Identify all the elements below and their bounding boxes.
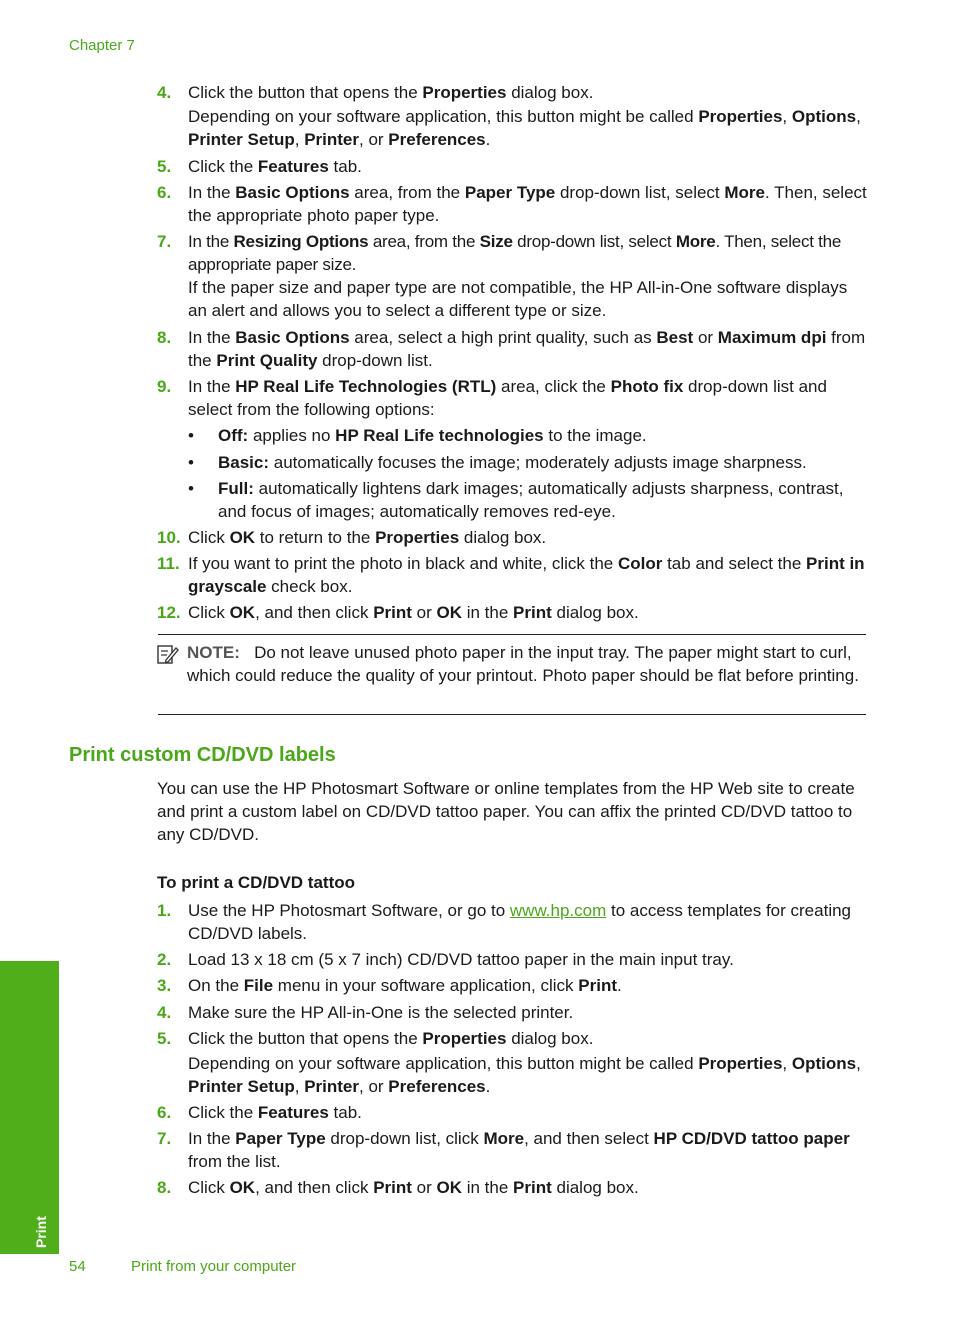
step-number: 2. xyxy=(157,950,172,969)
step-number: 5. xyxy=(157,157,172,176)
cd-step-1 xyxy=(157,899,869,945)
step-text: If you want to print the photo in black and white, click the Color tab and select the Print in grayscale check box. xyxy=(188,554,865,596)
step-number: 8. xyxy=(157,328,172,347)
step-text: Click the button that opens the Properties dialog box. xyxy=(188,83,594,102)
step-text: Click the button that opens the Properties dialog box. xyxy=(188,1029,594,1048)
step-text: In the Basic Options area, select a high print quality, such as Best or Maximum dpi from the Print Quality drop-down list. xyxy=(188,328,866,370)
step-detail: Depending on your software application, this button might be called Properties, Options, Printer Setup, Printer, or Preferences. xyxy=(188,107,861,149)
step-7 xyxy=(157,230,869,322)
note-top-rule xyxy=(158,634,866,635)
step-number: 11. xyxy=(157,554,180,573)
step-text: Click OK, and then click Print or OK in the Print dialog box. xyxy=(188,603,639,622)
procedure-title: To print a CD/DVD tattoo xyxy=(157,873,355,892)
step-text: Click the Features tab. xyxy=(188,157,362,176)
step-6 xyxy=(157,181,869,227)
hp-website-link[interactable]: www.hp.com xyxy=(509,901,607,920)
step-4 xyxy=(157,81,869,151)
step-text: Click OK, and then click Print or OK in the Print dialog box. xyxy=(188,1178,639,1197)
step-number: 6. xyxy=(157,1103,172,1122)
step-number: 4. xyxy=(157,1003,172,1022)
step-text: Click OK to return to the Properties dialog box. xyxy=(188,528,547,547)
cd-step-6 xyxy=(157,1101,869,1124)
section-title: Print custom CD/DVD labels xyxy=(69,744,336,766)
step-number: 9. xyxy=(157,377,172,396)
option-full: • Full: automatically lightens dark images; automatically adjusts sharpness, contrast, and focus of images; automatically removes red-eye. xyxy=(188,479,844,521)
step-5 xyxy=(157,155,869,178)
step-text: Make sure the HP All-in-One is the selected printer. xyxy=(188,1003,574,1022)
step-text: Load 13 x 18 cm (5 x 7 inch) CD/DVD tattoo paper in the main input tray. xyxy=(188,950,734,969)
step-number: 1. xyxy=(157,901,172,920)
step-number: 10. xyxy=(157,528,181,547)
section-intro: You can use the HP Photosmart Software or online templates from the HP Web site to create and print a custom label on CD/DVD tattoo paper. You can affix the printed CD/DVD tattoo to any CD/DVD. xyxy=(157,779,855,844)
step-detail: Depending on your software application, this button might be called Properties, Options, Printer Setup, Printer, or Preferences. xyxy=(188,1054,861,1096)
step-text: On the File menu in your software application, click Print. xyxy=(188,976,622,995)
note-label: NOTE: xyxy=(187,643,240,662)
step-text: In the Paper Type drop-down list, click More, and then select HP CD/DVD tattoo paper from the list. xyxy=(188,1129,850,1171)
step-number: 5. xyxy=(157,1029,172,1048)
step-12 xyxy=(157,601,869,624)
step-text: In the HP Real Life Technologies (RTL) area, click the Photo fix drop-down list and select from the following options: xyxy=(188,377,827,419)
note-bottom-rule xyxy=(158,714,866,715)
cd-step-4 xyxy=(157,1001,869,1024)
cd-step-2 xyxy=(157,948,869,971)
note-text: NOTE: Do not leave unused photo paper in the input tray. The paper might start to curl, which could reduce the quality of your printout. Photo paper should be flat before printing. xyxy=(187,643,859,685)
step-number: 12. xyxy=(157,603,181,622)
step-8 xyxy=(157,326,869,372)
footer-title: Print from your computer xyxy=(131,1258,297,1275)
option-off: • Off: applies no HP Real Life technologies to the image. xyxy=(188,426,647,445)
step-text: In the Basic Options area, from the Paper Type drop-down list, select More. Then, select the appropriate photo paper type. xyxy=(188,183,867,225)
page-number: 54 xyxy=(69,1258,86,1275)
step-detail: If the paper size and paper type are not compatible, the HP All-in-One software displays an alert and allows you to select a different type or size. xyxy=(188,278,848,320)
chapter-side-tab xyxy=(0,961,59,1254)
step-11 xyxy=(157,552,869,598)
step-number: 7. xyxy=(157,232,172,251)
side-tab-label: Print xyxy=(33,1216,49,1248)
step-number: 3. xyxy=(157,976,172,995)
step-number: 6. xyxy=(157,183,172,202)
step-text: In the Resizing Options area, from the Size drop-down list, select More. Then, select the appropriate paper size. xyxy=(188,232,842,274)
cd-step-5 xyxy=(157,1027,869,1098)
step-number: 8. xyxy=(157,1178,172,1197)
step-text: Click the Features tab. xyxy=(188,1103,362,1122)
step-number: 7. xyxy=(157,1129,172,1148)
step-text: Use the HP Photosmart Software, or go to www.hp.com to access templates for creating CD/DVD labels. xyxy=(188,901,852,943)
cd-step-7 xyxy=(157,1127,869,1173)
note-pencil-icon xyxy=(157,643,179,665)
step-9 xyxy=(157,375,869,421)
option-basic: • Basic: automatically focuses the image; moderately adjusts image sharpness. xyxy=(188,453,807,472)
chapter-header: Chapter 7 xyxy=(69,37,135,54)
cd-step-3 xyxy=(157,974,869,997)
step-10 xyxy=(157,526,869,549)
cd-step-8 xyxy=(157,1176,869,1199)
step-number: 4. xyxy=(157,83,172,102)
